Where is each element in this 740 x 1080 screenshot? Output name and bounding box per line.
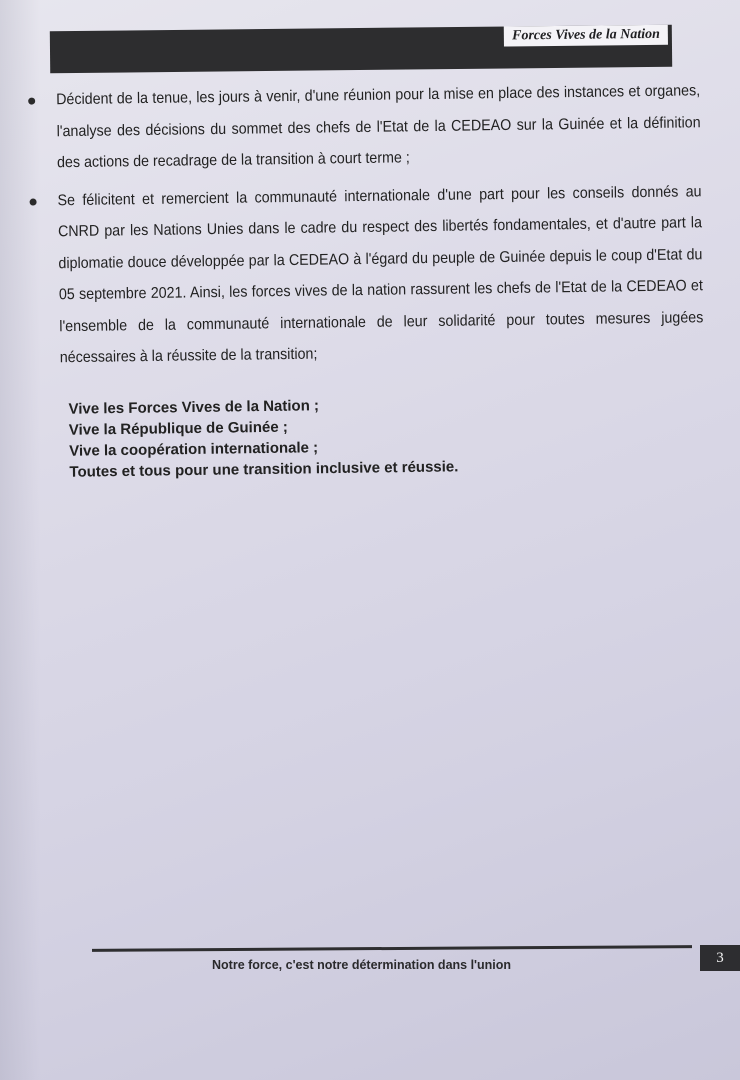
bullet-text: Se félicitent et remercient la communauté internationale d'une part pour les conseils donnés au CNRD par les Nations Unies dans le cadre du respect des libertés fondamentales, et d'autre part la diplomatie douce développée par la CEDEAO à l'égard du peuple de Guinée depuis le coup d'Etat du 05 septembre 2021. Ainsi, les forces vives de la nation rassurent les chefs de l'Etat de la CEDEAO et l'ensemble de la communauté internationale de leur solidarité pour toutes mesures jugées nécessaires à la réussite de la transition; [57,182,704,367]
closing-line: Vive la coopération internationale ; [69,439,319,460]
footer-rule [92,945,692,952]
bullet-dot-icon [28,98,35,105]
closing-line: Vive les Forces Vives de la Nation ; [68,397,320,418]
bullet-text: Décident de la tenue, les jours à venir, d'une réunion pour la mise en place des instances et organes, l'analyse des décisions du sommet des chefs de l'Etat de la CEDEAO sur la Guinée et la définition des actions de recadrage de la transition à court terme ; [56,82,701,172]
bullet-list [28,75,704,380]
header-bar [50,25,672,74]
closing-line: Toutes et tous pour une transition inclusive et réussie. [69,458,459,481]
closing-slogans [68,393,458,482]
bullet-dot-icon [30,198,37,205]
closing-line: Vive la République de Guinée ; [68,418,288,439]
header-band [504,25,668,47]
bullet-item [29,176,704,374]
bullet-item [28,75,701,179]
header-title: Forces Vives de la Nation [512,26,660,44]
footer-motto: Notre force, c'est notre détermination dans l'union [212,958,512,972]
page-number: 3 [700,945,740,971]
